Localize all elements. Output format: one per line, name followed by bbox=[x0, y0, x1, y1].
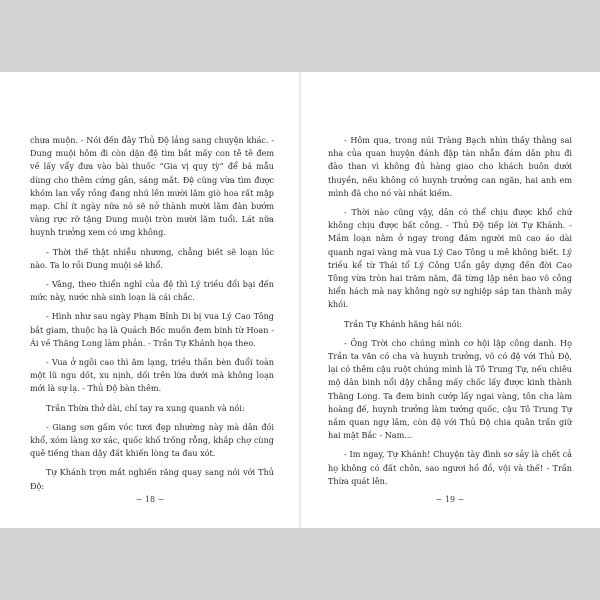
paragraph: - Vua ở ngôi cao thì ăm lạng, triều thần bèn đuổi toàn một lũ ngu dốt, xu nịnh, dối trên lừa dưới mà không loạn mới là sự lạ. - Thủ Độ bàn thêm. bbox=[30, 357, 274, 394]
paragraph: Trần Tự Khánh hăng hái nói: bbox=[344, 318, 462, 329]
right-page bbox=[300, 72, 600, 528]
page-number: ~ 18 ~ bbox=[135, 495, 165, 504]
paragraph: - Thời nào cũng vậy, dân có thể chịu được khổ chứ không chịu được bất công. - Thủ Độ tiếp lời Tự Khánh. - Mầm loạn nằm ở ngay trong đám người mũ cao áo dài quanh ngai vàng mà vua Lý Cao Tông u mê không biết. Lý triều kể từ Thái tổ Lý Công Uẩn gây dựng đến đời Cao Tông vừa tròn hai trăm năm, đã từng lập nên bao võ công hiển hách mà nay không ngờ sự nghiệp sáp tan thành mây khói. bbox=[328, 207, 572, 310]
paragraph: - Ông Trời cho chúng mình cơ hội lập công danh. Họ Trần ta văn có cha và huynh trưởng, võ có đệ với Thủ Độ, lại có thêm cậu ruột chúng mình là Tô Trung Tự, nếu chiêu mộ dân binh nổi dậy chẳng mấy chốc lấy được kinh thành Thăng Long. Ta đem binh cướp lấy ngai vàng, tôn cha làm hoàng đế, huynh trưởng làm tướng quốc, cậu Tô Trung Tự nắm quan ngự lâm, còn đệ với Thủ Độ chia quân trấn giữ hai mặt Bắc - Nam... bbox=[328, 337, 572, 441]
paragraph: - Hình như sau ngày Phạm Bỉnh Di bị vua Lý Cao Tông bắt giam, thuộc hạ là Quách Bốc muốn đem binh từ Hoan - Ái về Thăng Long làm phản. - Trần Tự Khánh họa theo. bbox=[30, 311, 274, 348]
book-spread bbox=[0, 72, 600, 528]
paragraph: - Im ngay, Tự Khánh! Chuyện tày đình sơ sảy là chết cả họ không có đất chôn, sao ngươi hồ đồ, vội và thế! - Trần Thừa quát lên. bbox=[328, 449, 572, 486]
paragraph: chưa muộn. - Nói đến đây Thủ Độ lảng sang chuyện khác. - Dung muội hôm đi còn dặn đệ tìm bắt mấy con tê tê đem về lấy vẩy đưa vào bài thuốc “Gia vị quy tỳ” để bá mẫu dùng cho thêm cứng gân, sáng mắt. Đệ cũng vừa tìm được khóm lan vẩy rồng đang nhú lên mười lăm giò hoa rất mập mạp. Chỉ ít ngày nữa nó sẽ nở thành mười lăm đàn bướm vàng rực rỡ tặng Dung muội tròn mười lăm tuổi. Lát nữa huynh trưởng xem có ưng không. bbox=[30, 135, 274, 238]
paragraph: Tự Khánh trợn mắt nghiến răng quay sang nói với Thủ Độ: bbox=[30, 467, 274, 491]
paragraph: - Giang sơn gấm vóc tươi đẹp nhường này mà dân đói khổ, xóm làng xơ xác, quốc khố trống rỗng, khắp chợ cùng quê tiếng than dậy đất khiến lòng ta đau xót. bbox=[30, 421, 274, 459]
paragraph: - Vâng, theo thiển nghĩ của đệ thì Lý triều đổi bại đến mức này, nước nhà sinh loạn là cái chắc. bbox=[30, 279, 274, 303]
paragraph: - Thời thế thật nhiễu nhương, chẳng biết sẽ loạn lúc nào. Ta lo rồi Dung muội sẽ khổ. bbox=[30, 246, 274, 270]
page-number: ~ 19 ~ bbox=[435, 495, 465, 504]
left-page bbox=[0, 72, 300, 528]
paragraph: - Hôm qua, trong núi Tràng Bạch nhìn thấy thằng sai nha của quan huyện đánh đập tàn nhẫn đám dân phu đi đào than vì không đủ hàng giao cho khách buôn dưới thuyền, nếu không có huynh trưởng can ngăn, hai anh em mình đã cho nó vài nhát kiếm. bbox=[328, 135, 572, 198]
paragraph: Trần Thừa thở dài, chỉ tay ra xung quanh và nói: bbox=[46, 402, 245, 413]
